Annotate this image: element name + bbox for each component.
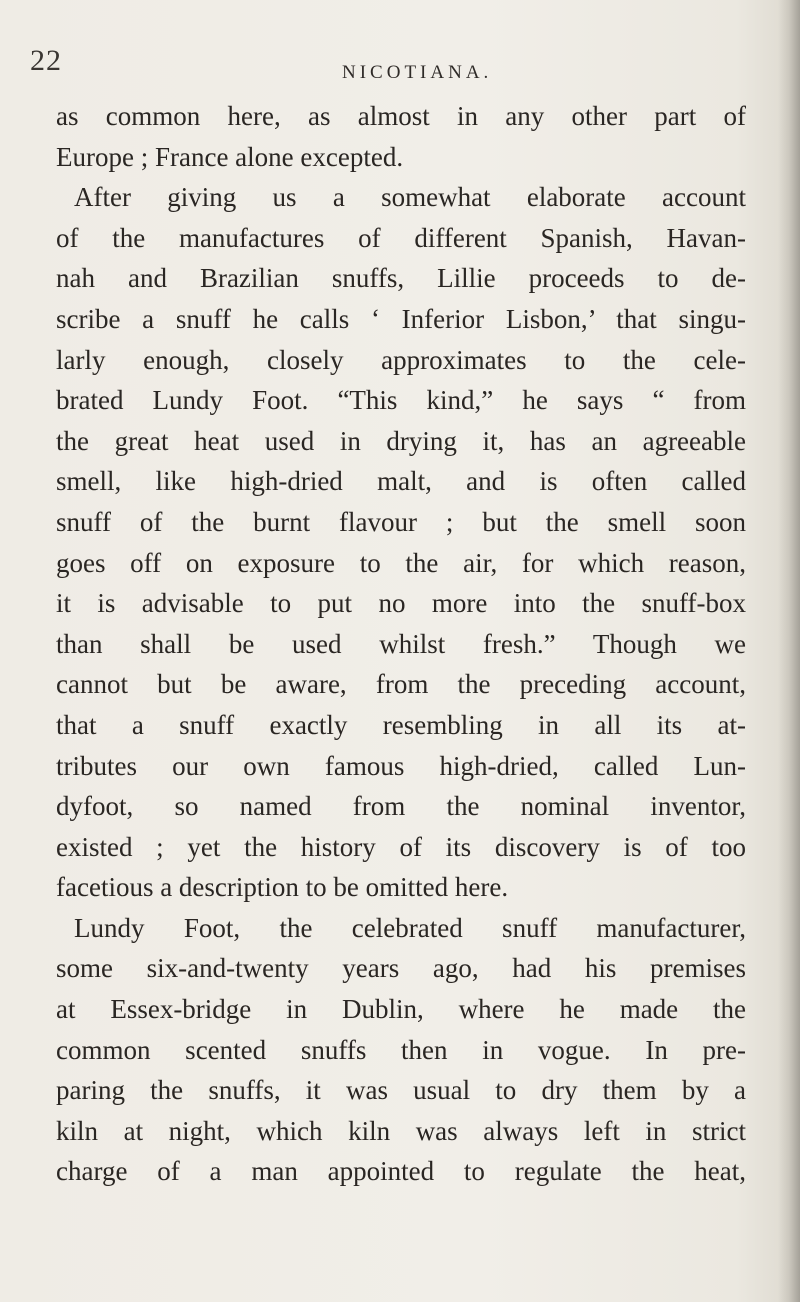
text-line: snuff of the burnt flavour ; but the smell soon bbox=[56, 506, 746, 537]
text-line: common scented snuffs then in vogue. In pre- bbox=[56, 1034, 746, 1065]
text-line: scribe a snuff he calls ‘ Inferior Lisbon,’ that singu- bbox=[56, 303, 746, 334]
text-line: the great heat used in drying it, has an agreeable bbox=[56, 425, 746, 456]
text-line: as common here, as almost in any other part of bbox=[56, 101, 746, 131]
page-number: 22 bbox=[30, 44, 62, 77]
text-line: at Essex-bridge in Dublin, where he made the bbox=[56, 994, 746, 1025]
text-line: charge of a man appointed to regulate the heat, bbox=[56, 1156, 746, 1187]
text-line: facetious a description to be omitted here. bbox=[56, 872, 509, 903]
text-line: existed ; yet the history of its discovery is of too bbox=[56, 831, 746, 862]
text-line: kiln at night, which kiln was always left in strict bbox=[56, 1115, 746, 1146]
text-line: brated Lundy Foot. “This kind,” he says “ from bbox=[56, 385, 746, 416]
text-line: nah and Brazilian snuffs, Lillie proceeds to de- bbox=[56, 263, 746, 294]
text-line: Europe ; France alone excepted. bbox=[56, 141, 404, 172]
text-line: After giving us a somewhat elaborate account bbox=[74, 182, 746, 213]
text-line: goes off on exposure to the air, for which reason, bbox=[56, 547, 746, 578]
text-line: that a snuff exactly resembling in all its at- bbox=[56, 709, 746, 740]
text-line: cannot but be aware, from the preceding account, bbox=[56, 669, 746, 700]
text-line: than shall be used whilst fresh.” Though we bbox=[56, 628, 746, 659]
text-line: smell, like high-dried malt, and is often called bbox=[56, 466, 746, 497]
text-line: larly enough, closely approximates to the cele- bbox=[56, 344, 746, 375]
body-text bbox=[56, 96, 746, 1192]
text-line: it is advisable to put no more into the snuff-box bbox=[56, 588, 746, 619]
page-edge-shadow bbox=[778, 0, 800, 1302]
text-line: dyfoot, so named from the nominal inventor, bbox=[56, 791, 746, 822]
text-line: paring the snuffs, it was usual to dry them by a bbox=[56, 1075, 746, 1106]
text-line: of the manufactures of different Spanish, Havan- bbox=[56, 222, 746, 253]
text-line: tributes our own famous high-dried, called Lun- bbox=[56, 750, 746, 781]
text-line: some six-and-twenty years ago, had his premises bbox=[56, 953, 746, 984]
text-line: Lundy Foot, the celebrated snuff manufacturer, bbox=[74, 912, 746, 943]
running-head: NICOTIANA. bbox=[342, 62, 493, 83]
